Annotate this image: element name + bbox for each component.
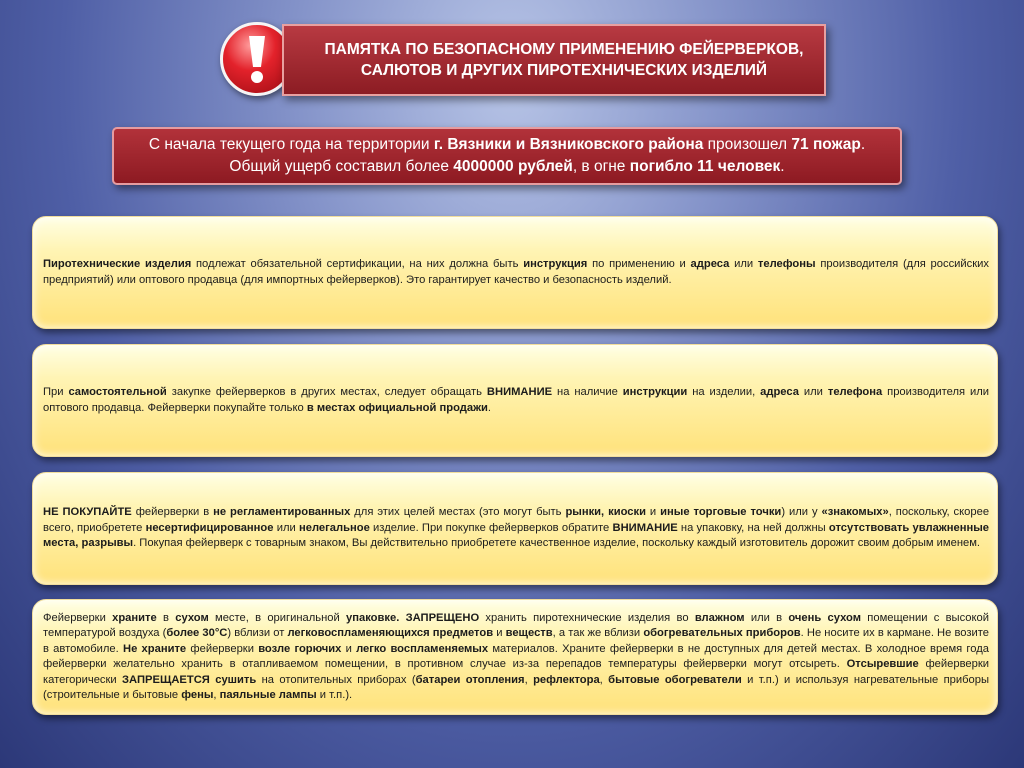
card-text: НЕ ПОКУПАЙТЕ фейерверки в не регламентированных для этих целей местах (это могут быть рынки, киоски и иные торговые точки) или у «знакомых», поскольку, скорее всего, приобретете несертифицированное или нелегальное изделие. При покупке фейерверков обратите ВНИМАНИЕ на упаковку, на ней должны отсутствовать увлажненные места, разрывы. Покупая фейерверк с товарным знаком, Вы действительно приобретете качественное изделие, поскольку каждый изготовитель дорожит своим добрым именем. xyxy=(43,506,990,550)
stats-text: , в огне xyxy=(572,158,630,175)
page-title xyxy=(282,24,826,96)
card-text: Пиротехнические изделия подлежат обязательной сертификации, на них должна быть инструкция по применению и адреса или телефоны производителя (для российских предприятий) или оптового продавца (для импортных фейерверков). Это гарантирует качество и безопасность изделий. xyxy=(43,258,990,286)
exclamation-icon xyxy=(239,33,275,85)
stats-text: произошел xyxy=(703,136,792,153)
stats-text: С начала текущего года на территории xyxy=(148,136,434,153)
info-card-do-not-buy xyxy=(32,472,998,585)
info-card-certification xyxy=(32,216,998,329)
info-card-storage xyxy=(32,599,998,715)
fire-statistics-box xyxy=(112,127,902,185)
title-line-2: САЛЮТОВ И ДРУГИХ ПИРОТЕХНИЧЕСКИХ ИЗДЕЛИЙ xyxy=(360,62,768,79)
stats-damage: 4000000 рублей xyxy=(453,158,573,175)
title-line-1: ПАМЯТКА ПО БЕЗОПАСНОМУ ПРИМЕНЕНИЮ ФЕЙЕРВЕРКОВ, xyxy=(324,41,804,58)
stats-fire-count: 71 пожар xyxy=(791,136,861,153)
stats-text: . xyxy=(780,158,785,175)
card-text: Фейерверки храните в сухом месте, в оригинальной упаковке. ЗАПРЕЩЕНО хранить пиротехнические изделия во влажном или в очень сухом помещении с высокой температурой воздуха (более 30°С) вблизи от легковоспламеняющихся предметов и веществ, а так же вблизи обогревательных приборов. Не носите их в кармане. Не возите в автомобиле. Не храните фейерверки возле горючих и легко воспламеняемых материалов. Храните фейерверки в не доступных для детей местах. В холодное время года фейерверки желательно хранить в отапливаемом помещении, в противном случае из-за перепадов температуры фейерверки могут отсыреть. Отсыревшие фейерверки категорически ЗАПРЕЩАЕТСЯ сушить на отопительных приборах (батареи отопления, рефлектора, бытовые обогреватели и т.п.) и используя нагревательные приборы (строительные и бытовые фены, паяльные лампы и т.п.). xyxy=(43,611,990,701)
info-card-self-purchase xyxy=(32,344,998,457)
stats-location: г. Вязники и Вязниковского района xyxy=(433,136,704,153)
stats-text: . Общий ущерб составил более xyxy=(229,136,866,175)
card-text: При самостоятельной закупке фейерверков в других местах, следует обращать ВНИМАНИЕ на наличие инструкции на изделии, адреса или телефона производителя или оптового продавца. Фейерверки покупайте только в местах официальной продажи. xyxy=(43,386,989,414)
stats-deaths: погибло 11 человек xyxy=(629,158,781,175)
